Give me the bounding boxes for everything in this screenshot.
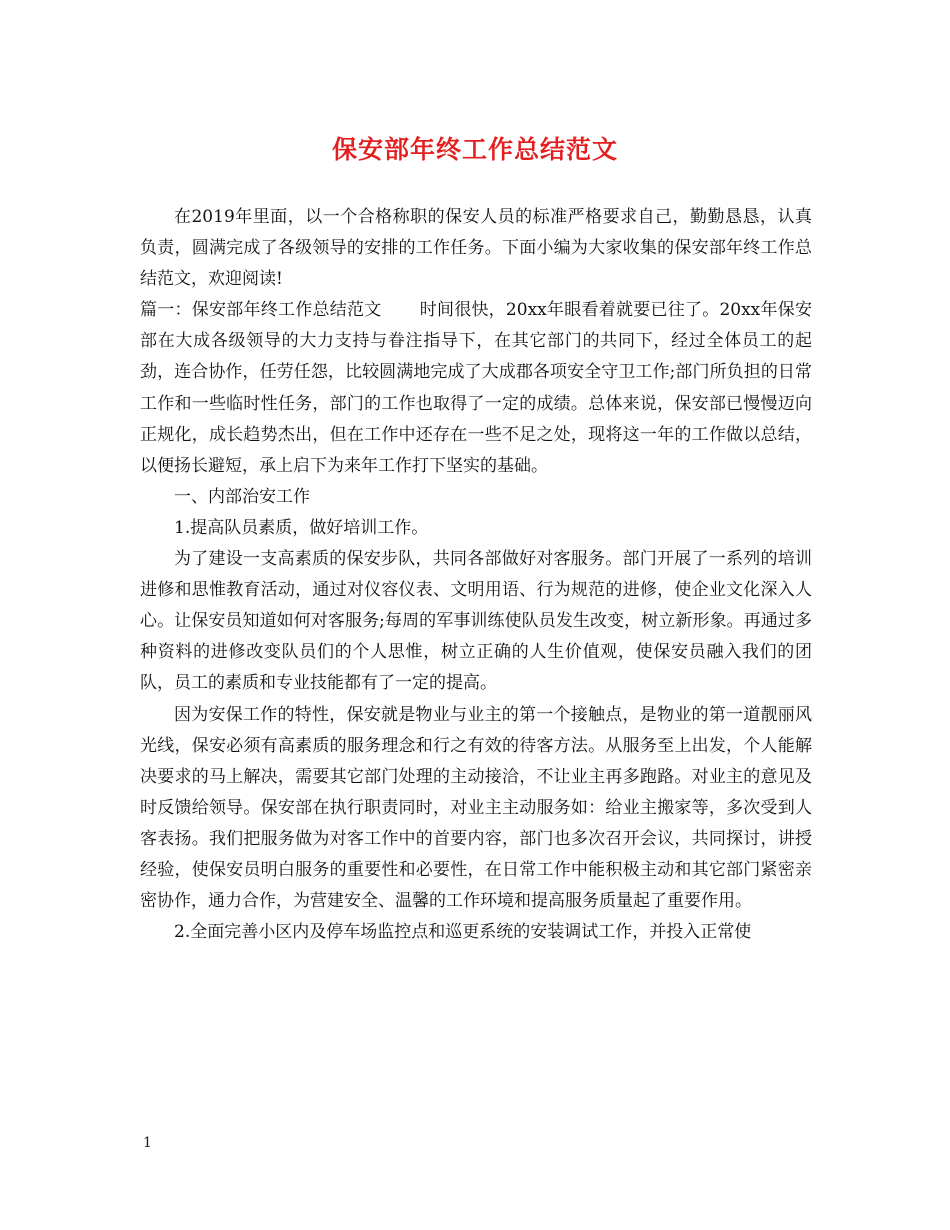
part1-text: 时间很快，20xx年眼看着就要已往了。20xx年保安部在大成各级领导的大力支持与眷注指导下，在其它部门的共同下，经过全体员工的起劲，连合协作，任劳任怨，比较圆满地完成了大成郡各项安全守卫工作;部门所负担的日常工作和一些临时性任务，部门的工作也取得了一定的成绩。总体来说，保安部已慢慢迈向正规化，成长趋势杰出，但在工作中还存在一些不足之处，现将这一年的工作做以总结，以便扬长避短，承上启下为来年工作打下坚实的基础。 [140, 300, 812, 476]
item-heading-monitoring: 2.全面完善小区内及停车场监控点和巡更系统的安装调试工作，并投入正常使 [174, 922, 752, 943]
part1-heading: 篇一：保安部年终工作总结范文 [140, 300, 382, 321]
training-paragraph: 为了建设一支高素质的保安步队，共同各部做好对客服务。部门开展了一系列的培训进修和思惟教育活动，通过对仪容仪表、文明用语、行为规范的进修，使企业文化深入人心。让保安员知道如何对客服务;每周的军事训练使队员发生改变，树立新形象。再通过多种资料的进修改变队员们的个人思惟，树立正确的人生价值观，使保安员融入我们的团队，员工的素质和专业技能都有了一定的提高。 [140, 549, 812, 694]
part1-paragraph [140, 295, 812, 482]
section-heading-internal-security: 一、内部治安工作 [174, 486, 310, 507]
service-paragraph: 因为安保工作的特性，保安就是物业与业主的第一个接触点，是物业的第一道靓丽风光线，保安必须有高素质的服务理念和行之有效的待客方法。从服务至上出发，个人能解决要求的马上解决，需要其它部门处理的主动接洽，不让业主再多跑路。对业主的意见及时反馈给领导。保安部在执行职责同时，对业主主动服务如：给业主搬家等，多次受到人客表扬。我们把服务做为对客工作中的首要内容，部门也多次召开会议，共同探讨，讲授经验，使保安员明白服务的重要性和必要性，在日常工作中能积极主动和其它部门紧密亲密协作，通力合作，为营建安全、温馨的工作环境和提高服务质量起了重要作用。 [140, 704, 812, 912]
document-title: 保安部年终工作总结范文 [331, 135, 618, 164]
intro-paragraph: 在2019年里面，以一个合格称职的保安人员的标准严格要求自己，勤勤恳恳，认真负责，圆满完成了各级领导的安排的工作任务。下面小编为大家收集的保安部年终工作总结范文，欢迎阅读! [140, 207, 812, 290]
document-body [140, 202, 812, 948]
page-number: 1 [143, 1135, 152, 1151]
item-heading-training: 1.提高队员素质，做好培训工作。 [174, 517, 429, 538]
